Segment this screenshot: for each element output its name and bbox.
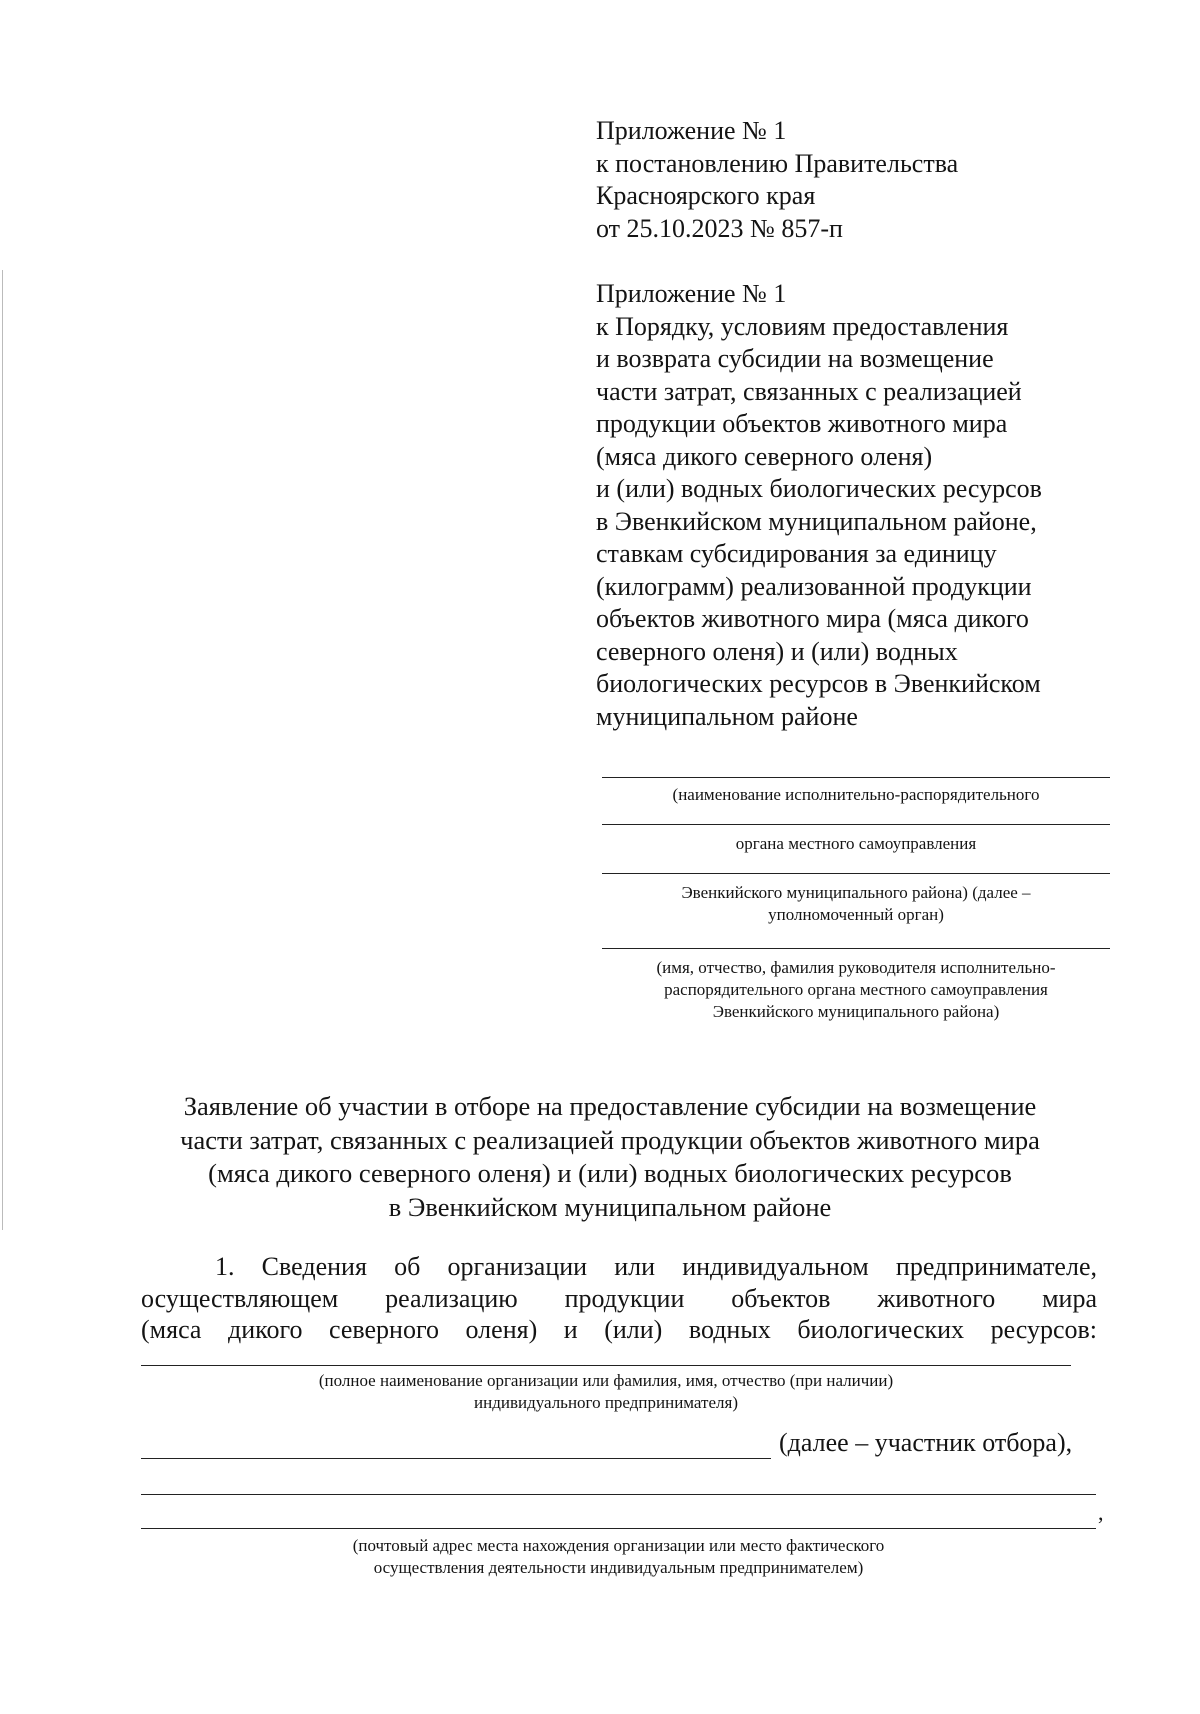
title-line: Заявление об участии в отборе на предоставление субсидии на возмещение (183, 1091, 1037, 1121)
caption-line: (почтовый адрес места нахождения организации или место фактического (352, 1536, 885, 1555)
caption-line: органа местного самоуправления (735, 834, 977, 853)
header-line: муниципальном районе (596, 701, 858, 731)
header-line: (килограмм) реализованной продукции (596, 571, 1032, 601)
header-line: Приложение № 1 (596, 279, 787, 308)
caption-line: Эвенкийского муниципального района) (712, 1002, 1000, 1021)
application-title (130, 1090, 1090, 1224)
address-field-line-1[interactable] (141, 1494, 1096, 1495)
address-field-line-2[interactable] (141, 1528, 1096, 1529)
participant-row (141, 1428, 1101, 1462)
header-line: части затрат, связанных с реализацией (596, 376, 1022, 406)
addressee-block (602, 777, 1110, 1023)
caption-line: распорядительного органа местного самоуправления (664, 980, 1048, 999)
header-line: продукции объектов животного мира (596, 409, 1008, 438)
title-line: (мяса дикого северного оленя) и (или) водных биологических ресурсов (208, 1158, 1012, 1188)
trailing-comma: , (1098, 1500, 1104, 1525)
blank-line[interactable] (602, 824, 1110, 825)
participant-suffix: (далее – участник отбора), (779, 1428, 1073, 1457)
paragraph-line: (мяса дикого северного оленя) и (или) водных биологических ресурсов: (141, 1315, 1097, 1344)
blank-line[interactable] (602, 948, 1110, 949)
header-line: Красноярского края (596, 181, 816, 210)
blank-line[interactable] (602, 873, 1110, 874)
field-caption (602, 784, 1110, 806)
header-line: объектов животного мира (мяса дикого (596, 604, 1029, 633)
participant-name-field[interactable] (141, 1458, 771, 1459)
field-caption (602, 957, 1110, 1023)
header-line: биологических ресурсов в Эвенкийском (596, 669, 1041, 698)
caption-line: (наименование исполнительно-распорядительного (672, 785, 1040, 804)
paragraph-line: осуществляющем реализацию продукции объектов животного мира (141, 1283, 1097, 1313)
paragraph-line: 1. Сведения об организации или индивидуальном предпринимателе, (215, 1252, 1097, 1281)
scan-margin-mark (2, 270, 3, 1230)
header-line: в Эвенкийском муниципальном районе, (596, 506, 1037, 536)
title-line: в Эвенкийском муниципальном районе (388, 1191, 832, 1222)
header-line: (мяса дикого северного оленя) (596, 441, 933, 471)
organization-name-field[interactable] (141, 1365, 1071, 1366)
appendix-header-resolution (596, 115, 1116, 245)
title-line: части затрат, связанных с реализацией продукции объектов животного мира (180, 1124, 1040, 1155)
field-caption (602, 882, 1110, 926)
caption-line: Эвенкийского муниципального района) (далее – (681, 883, 1031, 902)
header-line: к постановлению Правительства (596, 148, 959, 178)
caption-line: осуществления деятельности индивидуальным предпринимателем) (373, 1558, 864, 1577)
header-line: ставкам субсидирования за единицу (596, 539, 997, 568)
header-line: от 25.10.2023 № 857-п (596, 213, 843, 243)
caption-line: (полное наименование организации или фамилия, имя, отчество (при наличии) (318, 1371, 894, 1390)
header-line: и (или) водных биологических ресурсов (596, 474, 1042, 503)
header-line: к Порядку, условиям предоставления (596, 311, 1009, 341)
caption-line: индивидуального предпринимателя) (474, 1393, 738, 1412)
header-line: Приложение № 1 (596, 116, 787, 145)
section-1-paragraph (141, 1251, 1097, 1346)
address-caption (141, 1535, 1096, 1579)
blank-line[interactable] (602, 777, 1110, 778)
organization-name-caption (141, 1370, 1071, 1414)
caption-line: уполномоченный орган) (768, 905, 944, 924)
header-line: северного оленя) и (или) водных (596, 636, 958, 666)
header-line: и возврата субсидии на возмещение (596, 344, 994, 373)
caption-line: (имя, отчество, фамилия руководителя исполнительно- (656, 958, 1056, 977)
appendix-header-procedure (596, 278, 1116, 733)
field-caption (602, 833, 1110, 855)
